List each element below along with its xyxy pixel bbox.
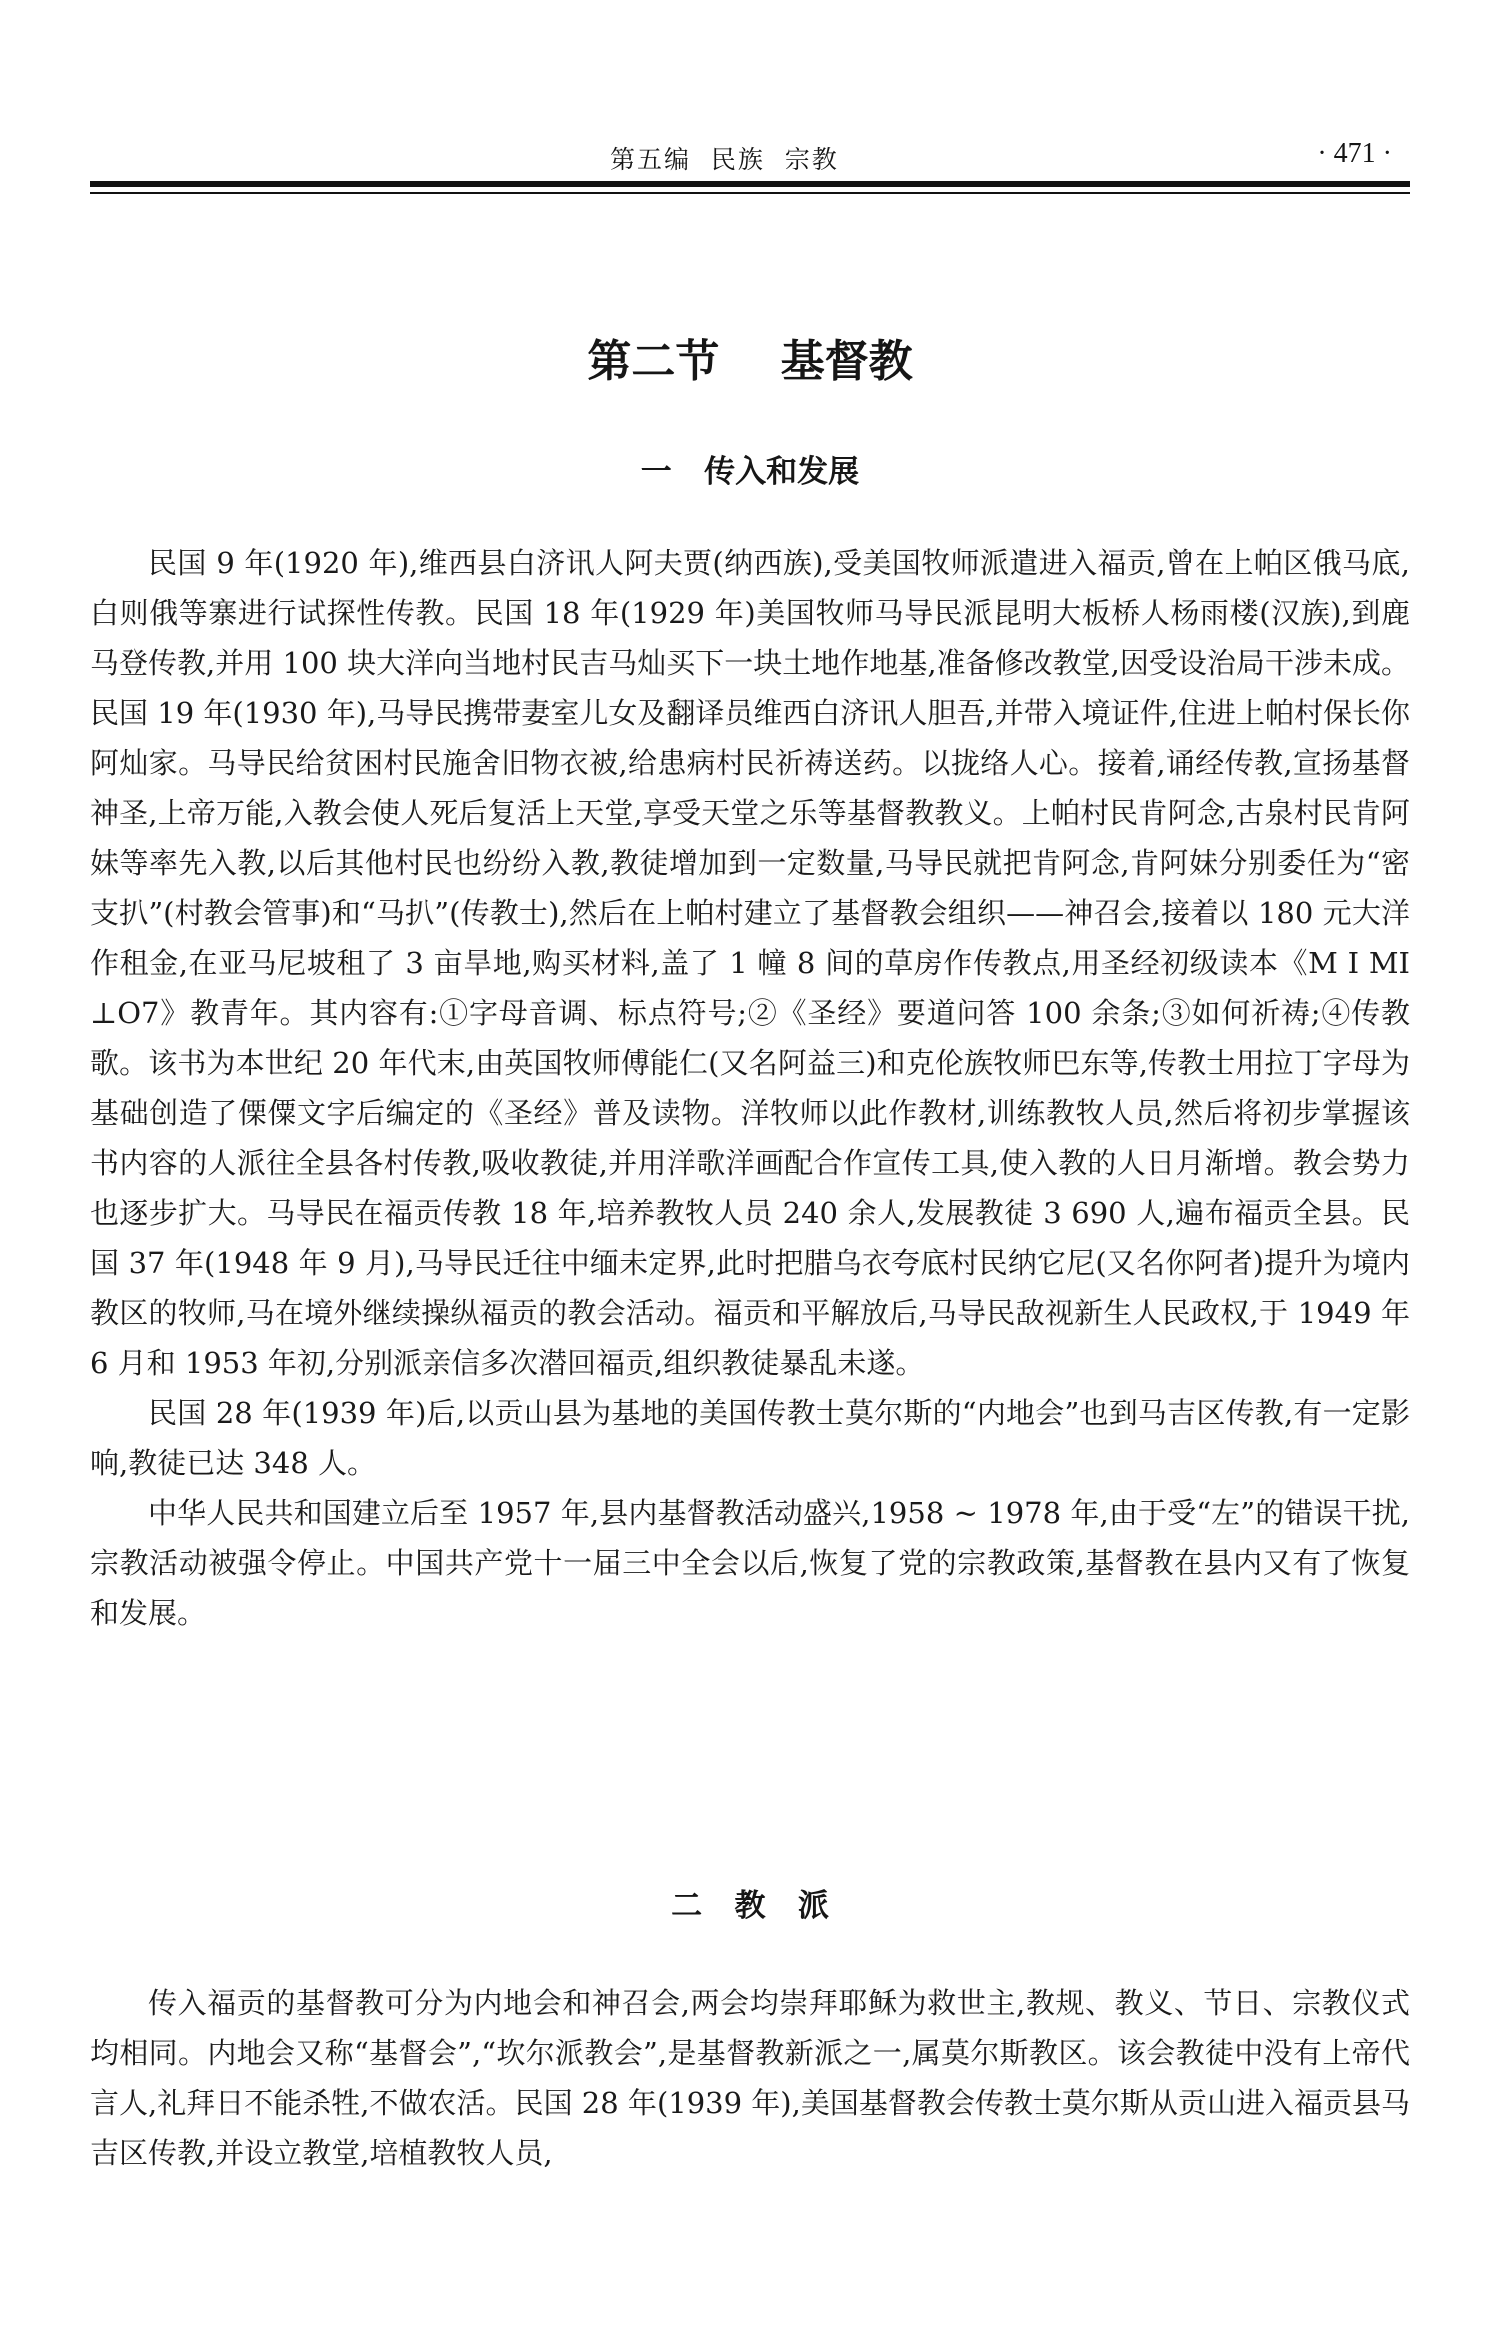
page-number: · 471 · [1317, 138, 1392, 169]
subheading-denominations: 二 教 派 [671, 1888, 829, 1924]
header-rule-thin [90, 192, 1410, 194]
paragraph: 民国 28 年(1939 年)后,以贡山县为基地的美国传教士莫尔斯的“内地会”也到马吉区传教,有一定影响,教徒已达 348 人。 [90, 1396, 1410, 1480]
section-body-denominations [90, 1978, 1410, 2178]
paragraph: 民国 9 年(1920 年),维西县白济讯人阿夫贾(纳西族),受美国牧师派遣进入福贡,曾在上帕区俄马底,白则俄等寨进行试探性传教。民国 18 年(1929 年)美国牧师马导民派昆明大板桥人杨雨楼(汉族),到鹿马登传教,并用 100 块大洋向当地村民吉马灿买下一块土地作地基,准备修改教堂,因受设治局干涉未成。民国 19 年(1930 年),马导民携带妻室儿女及翻译员维西白济讯人胆吾,并带入境证件,住进上帕村保长你阿灿家。马导民给贫困村民施舍旧物衣被,给患病村民祈祷送药。以拢络人心。接着,诵经传教,宣扬基督神圣,上帝万能,入教会使人死后复活上天堂,享受天堂之乐等基督教教义。上帕村民肯阿念,古泉村民肯阿妹等率先入教,以后其他村民也纷纷入教,教徒增加到一定数量,马导民就把肯阿念,肯阿妹分别委任为“密支扒”(村教会管事)和“马扒”(传教士),然后在上帕村建立了基督教会组织——神召会,接着以 180 元大洋作租金,在亚马尼坡租了 3 亩旱地,购买材料,盖了 1 幢 8 间的草房作传教点,用圣经初级读本《M I MI ⊥O7》教青年。其内容有:①字母音调、标点符号;②《圣经》要道问答 100 余条;③如何祈祷;④传教歌。该书为本世纪 20 年代末,由英国牧师傅能仁(又名阿益三)和克伦族牧师巴东等,传教士用拉丁字母为基础创造了傈僳文字后编定的《圣经》普及读物。洋牧师以此作教材,训练教牧人员,然后将初步掌握该书内容的人派往全县各村传教,吸收教徒,并用洋歌洋画配合作宣传工具,使入教的人日月渐增。教会势力也逐步扩大。马导民在福贡传教 18 年,培养教牧人员 240 余人,发展教徒 3 690 人,遍布福贡全县。民国 37 年(1948 年 9 月),马导民迁往中缅未定界,此时把腊乌衣夸底村民纳它尼(又名你阿者)提升为境内教区的牧师,马在境外继续操纵福贡的教会活动。福贡和平解放后,马导民敌视新生人民政权,于 1949 年 6 月和 1953 年初,分别派亲信多次潜回福贡,组织教徒暴乱未遂。 [90, 546, 1410, 1380]
paragraph: 传入福贡的基督教可分为内地会和神召会,两会均崇拜耶稣为救世主,教规、教义、节日、宗教仪式均相同。内地会又称“基督会”,“坎尔派教会”,是基督教新派之一,属莫尔斯教区。该会教徒中没有上帝代言人,礼拜日不能杀牲,不做农活。民国 28 年(1939 年),美国基督教会传教士莫尔斯从贡山进入福贡县马吉区传教,并设立教堂,培植教牧人员, [90, 1986, 1410, 2170]
subheading-introduction: 一 传入和发展 [640, 454, 860, 490]
section-body-introduction [90, 538, 1410, 1638]
header-rule-thick [90, 181, 1410, 187]
paragraph: 中华人民共和国建立后至 1957 年,县内基督教活动盛兴,1958 ~ 1978 年,由于受“左”的错误干扰,宗教活动被强令停止。中国共产党十一届三中全会以后,恢复了党的宗教政策,基督教在县内又有了恢复和发展。 [90, 1496, 1410, 1630]
section-label: 第五编 民族 宗教 [610, 145, 839, 174]
running-header [90, 138, 1410, 178]
chapter-title: 第二节 基督教 [587, 336, 913, 387]
